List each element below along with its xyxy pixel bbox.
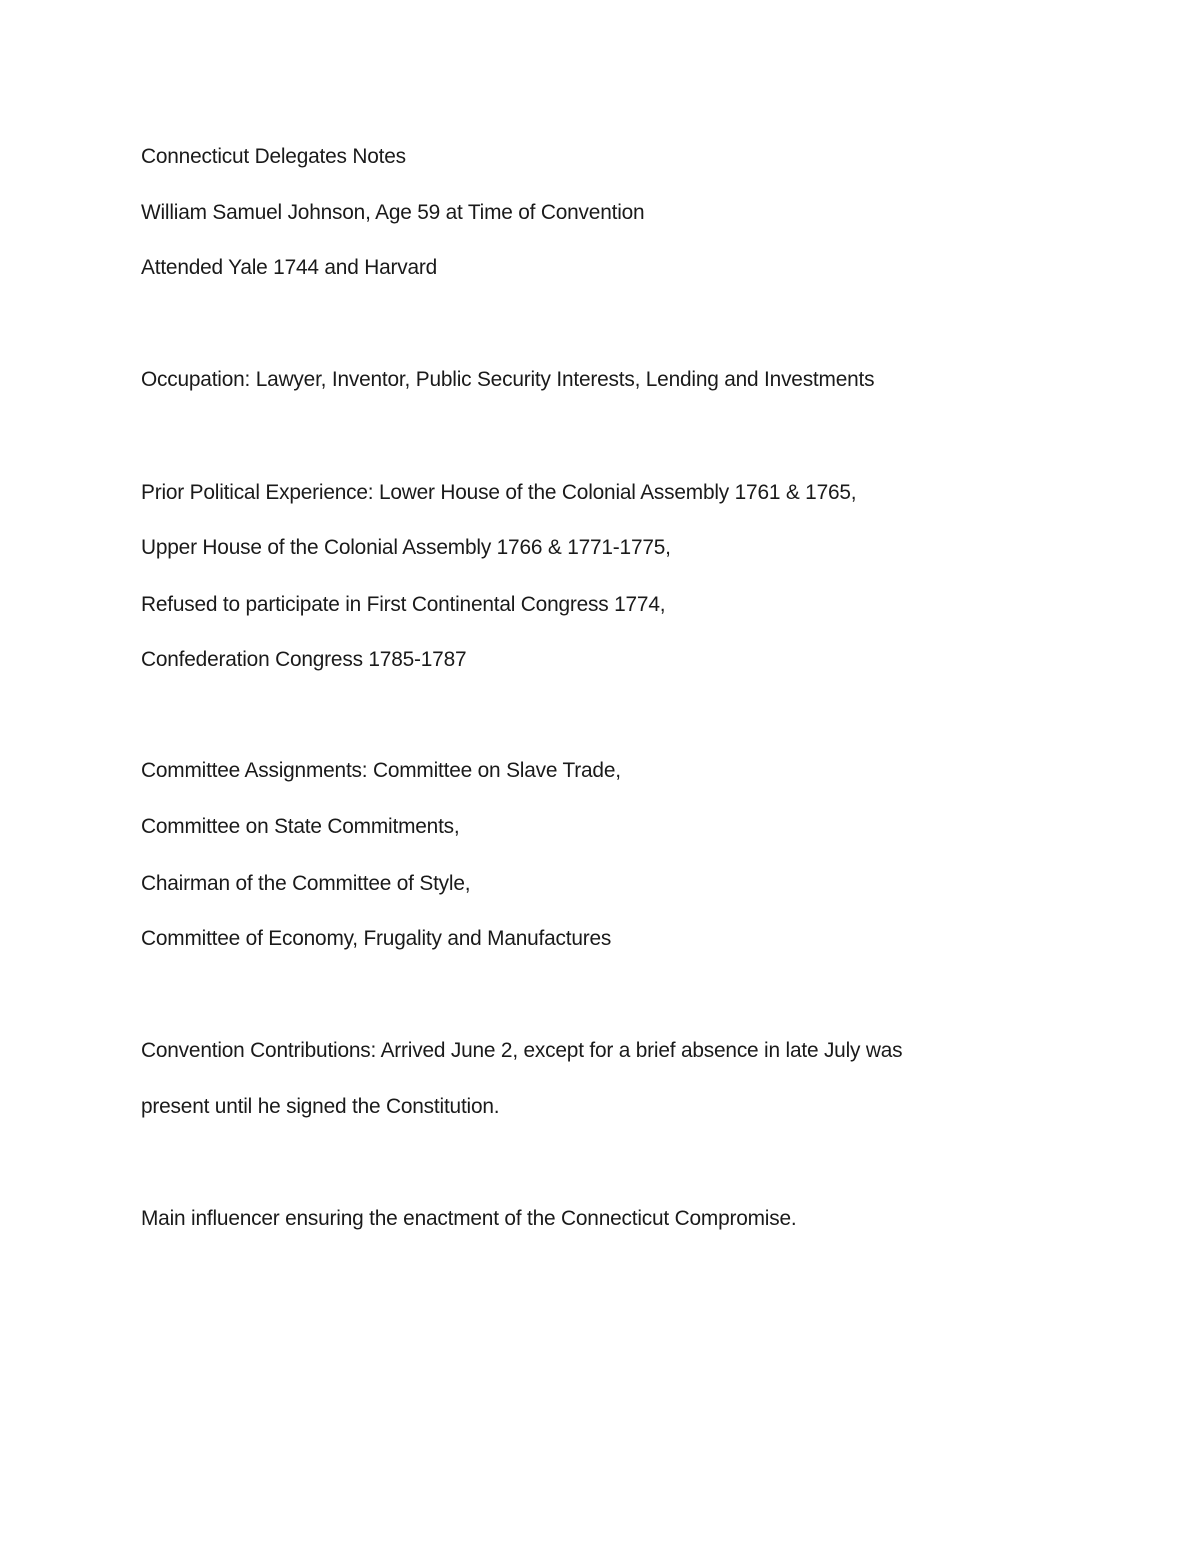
closing-line: Main influencer ensuring the enactment of the Connecticut Compromise. [141,1206,797,1230]
education-line: Attended Yale 1744 and Harvard [141,255,438,279]
document-title: Connecticut Delegates Notes [141,144,406,168]
political-experience-line: Prior Political Experience: Lower House of the Colonial Assembly 1761 & 1765, [141,480,857,504]
delegate-name: William Samuel Johnson, Age 59 at Time of Convention [141,200,645,224]
political-experience-line: Refused to participate in First Continental Congress 1774, [141,592,666,616]
political-experience-line: Upper House of the Colonial Assembly 1766 & 1771-1775, [141,535,671,559]
political-experience-line: Confederation Congress 1785-1787 [141,647,467,671]
convention-contributions-line: present until he signed the Constitution. [141,1094,500,1118]
convention-contributions-line: Convention Contributions: Arrived June 2, except for a brief absence in late July was [141,1038,903,1062]
occupation-line: Occupation: Lawyer, Inventor, Public Security Interests, Lending and Investments [141,367,875,391]
committee-assignment-line: Chairman of the Committee of Style, [141,871,471,895]
committee-assignment-line: Committee on State Commitments, [141,814,460,838]
committee-assignment-line: Committee of Economy, Frugality and Manufactures [141,926,612,950]
committee-assignment-line: Committee Assignments: Committee on Slave Trade, [141,758,621,782]
